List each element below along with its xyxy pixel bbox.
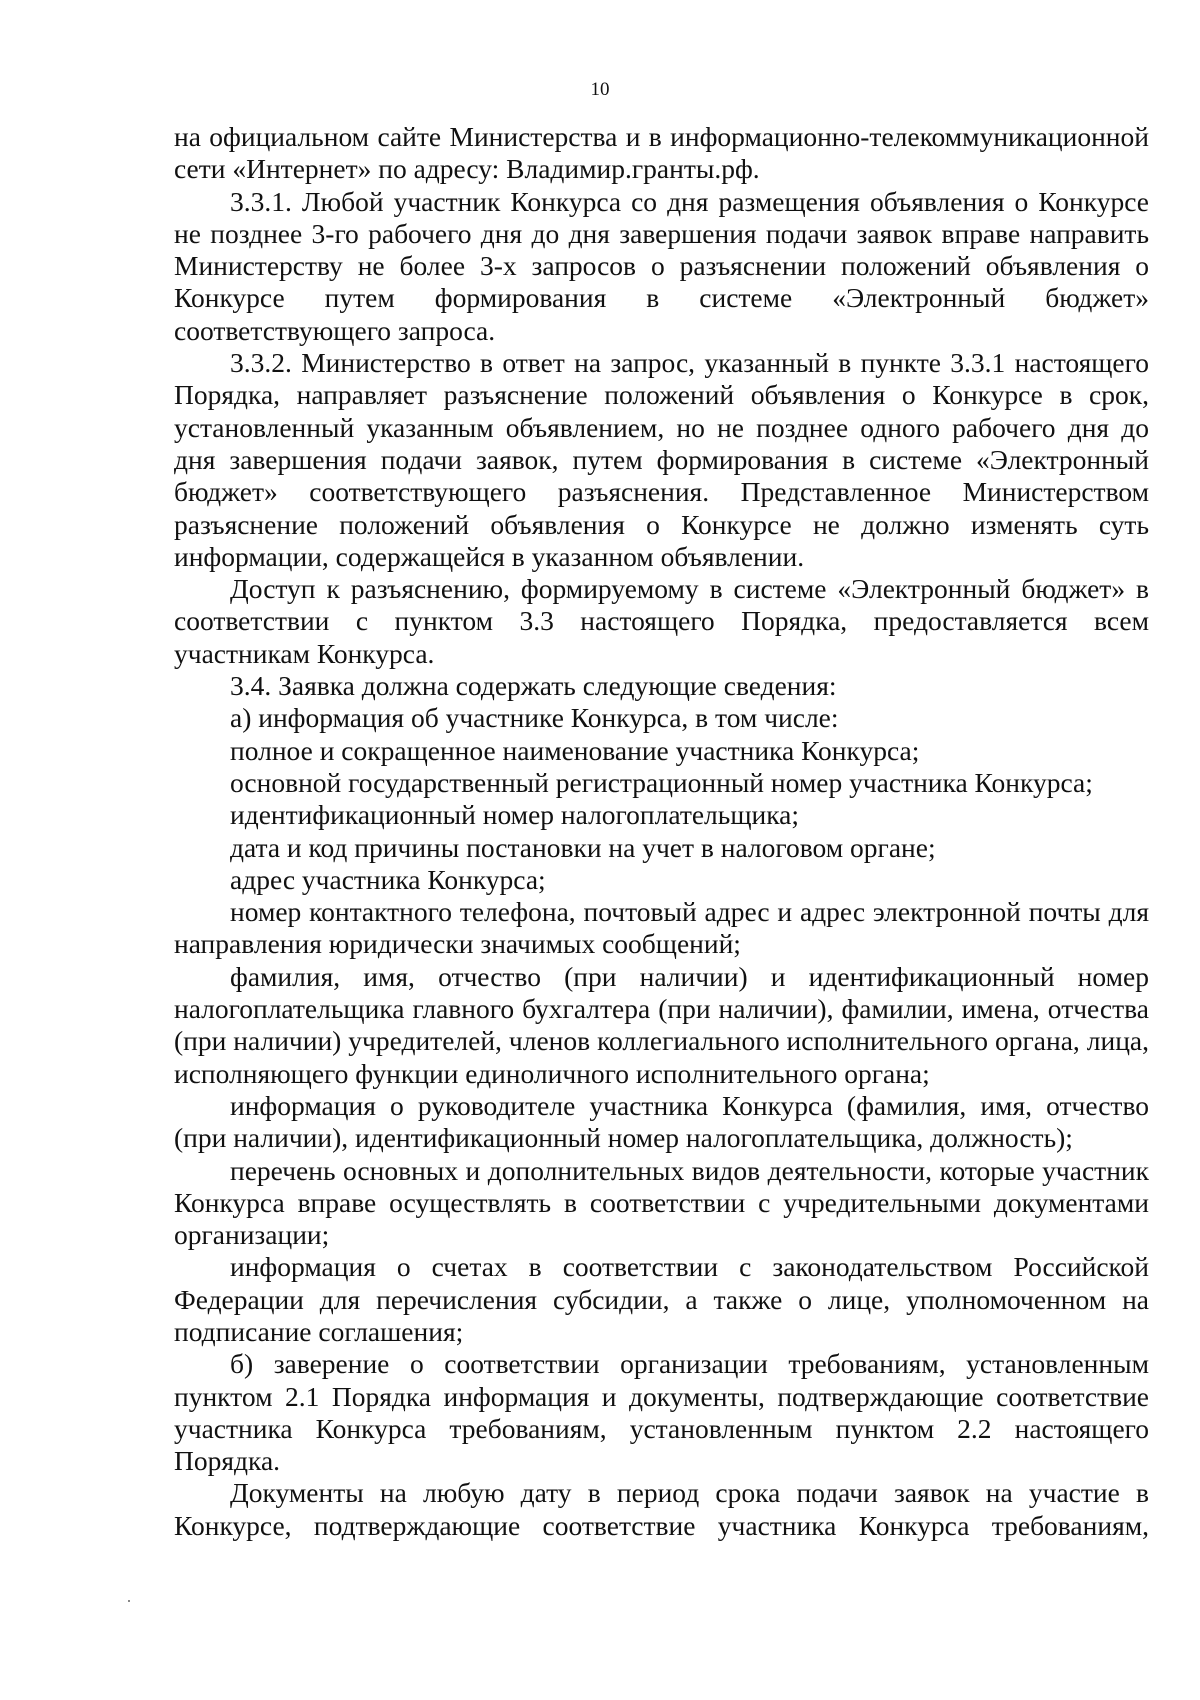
paragraph-documents: Документы на любую дату в период срока подачи заявок на участие в Конкурсе, подтверждающие соответствие участника Конкурса требованиям, — [174, 1477, 1149, 1541]
paragraph-website: на официальном сайте Министерства и в информационно-телекоммуникационной сети «Интернет» по адресу: Владимир.гранты.рф. — [174, 121, 1149, 185]
list-item-kpp: дата и код причины постановки на учет в налоговом органе; — [230, 831, 936, 863]
list-item-activities: перечень основных и дополнительных видов деятельности, которые участник Конкурса вправе осуществлять в соответствии с учредительными документами организации; — [174, 1154, 1149, 1251]
paragraph-access: Доступ к разъяснению, формируемому в системе «Электронный бюджет» в соответствии с пунктом 3.3 настоящего Порядка, предоставляется всем участникам Конкурса. — [174, 573, 1149, 669]
paragraph-3-3-2: 3.3.2. Министерство в ответ на запрос, указанный в пункте 3.3.1 настоящего Порядка, направляет разъяснение положений объявления о Конкурсе в срок, установленный указанным объявлением, но не позднее одного рабочего дня до дня завершения подачи заявок, путем формирования в системе «Электронный бюджет» соответствующего разъяснения. Представленное Министерством разъяснение положений объявления о Конкурсе не должно изменять суть информации, содержащейся в указанном объявлении. — [174, 347, 1149, 572]
list-item-name: полное и сокращенное наименование участника Конкурса; — [230, 734, 920, 766]
list-item-accountant: фамилия, имя, отчество (при наличии) и идентификационный номер налогоплательщика главного бухгалтера (при наличии), фамилии, имена, отчества (при наличии) учредителей, членов коллегиального исполнительного органа, лица, исполняющего функции единоличного исполнительного органа; — [174, 960, 1149, 1089]
list-item-head: информация о руководителе участника Конкурса (фамилия, имя, отчество (при наличии), идентификационный номер налогоплательщика, должность); — [174, 1089, 1149, 1154]
paragraph-3-3-1: 3.3.1. Любой участник Конкурса со дня размещения объявления о Конкурсе не позднее 3-го рабочего дня до дня завершения подачи заявок вправе направить Министерству не более 3-х запросов о разъяснении положений объявления о Конкурсе путем формирования в системе «Электронный бюджет» соответствующего запроса. — [174, 185, 1149, 346]
paragraph-3-4: 3.4. Заявка должна содержать следующие сведения: — [230, 670, 837, 702]
list-item-b: б) заверение о соответствии организации требованиям, установленным пунктом 2.1 Порядка информация и документы, подтверждающие соответствие участника Конкурса требованиям, установленным пунктом 2.2 настоящего Порядка. — [174, 1348, 1149, 1477]
scan-mark — [128, 1600, 130, 1602]
document-body — [174, 121, 1149, 1542]
list-item-ogrn: основной государственный регистрационный номер участника Конкурса; — [230, 766, 1093, 798]
page-number: 10 — [590, 79, 610, 100]
list-item-inn: идентификационный номер налогоплательщика; — [230, 799, 800, 831]
list-item-address: адрес участника Конкурса; — [230, 863, 546, 895]
list-item-a: а) информация об участнике Конкурса, в том числе: — [230, 702, 839, 734]
list-item-contacts: номер контактного телефона, почтовый адрес и адрес электронной почты для направления юридически значимых сообщений; — [174, 896, 1149, 960]
list-item-accounts: информация о счетах в соответствии с законодательством Российской Федерации для перечисления субсидии, а также о лице, уполномоченном на подписание соглашения; — [174, 1251, 1149, 1347]
